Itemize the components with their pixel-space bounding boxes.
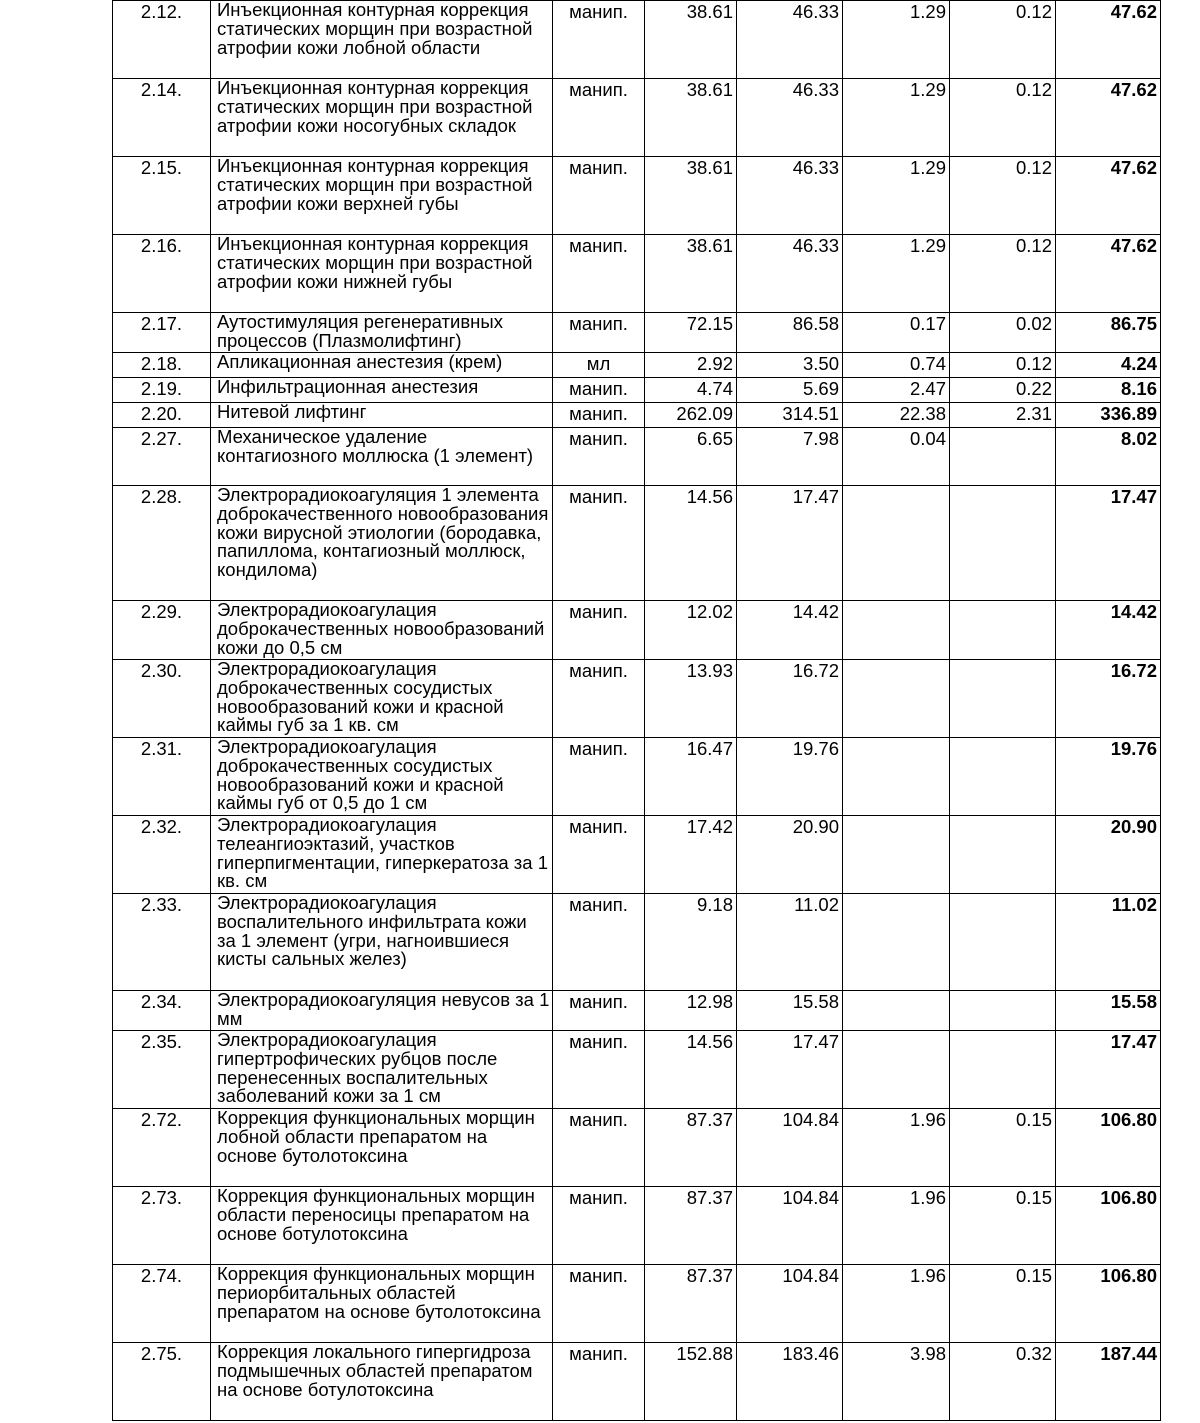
- unit-cell: манип.: [553, 816, 645, 894]
- unit-cell: манип.: [553, 660, 645, 738]
- row-number: 2.31.: [113, 738, 211, 816]
- value-3-cell: 22.38: [843, 403, 950, 428]
- value-2-cell: 17.47: [737, 486, 843, 601]
- unit-cell: манип.: [553, 1343, 645, 1421]
- value-2-cell: 183.46: [737, 1343, 843, 1421]
- service-name: Электрорадиокоагуляция 1 элемента доброкачественного новообразования кожи вирусной этиологии (бородавка, папиллома, контагиозный моллюск, кондилома): [211, 486, 553, 601]
- value-1-cell: 9.18: [645, 894, 737, 991]
- value-1-cell: 2.92: [645, 353, 737, 378]
- service-name: Инъекционная контурная коррекция статических морщин при возрастной атрофии кожи верхней губы: [211, 157, 553, 235]
- value-4-cell: [950, 660, 1056, 738]
- service-name: Электрорадиокоагулация доброкачественных сосудистых новообразований кожи и красной каймы губ за 1 кв. см: [211, 660, 553, 738]
- total-cell: 86.75: [1056, 313, 1161, 353]
- value-1-cell: 38.61: [645, 1, 737, 79]
- unit-cell: манип.: [553, 79, 645, 157]
- value-2-cell: 104.84: [737, 1265, 843, 1343]
- service-name: Инъекционная контурная коррекция статических морщин при возрастной атрофии кожи лобной области: [211, 1, 553, 79]
- total-cell: 8.16: [1056, 378, 1161, 403]
- total-cell: 15.58: [1056, 991, 1161, 1031]
- value-1-cell: 4.74: [645, 378, 737, 403]
- value-4-cell: [950, 991, 1056, 1031]
- value-3-cell: 1.29: [843, 79, 950, 157]
- table-row: [113, 1109, 1161, 1187]
- table-row: [113, 738, 1161, 816]
- value-3-cell: 0.17: [843, 313, 950, 353]
- table-row: [113, 313, 1161, 353]
- table-row: [113, 601, 1161, 660]
- row-number: 2.20.: [113, 403, 211, 428]
- service-name: Механическое удаление контагиозного моллюска (1 элемент): [211, 428, 553, 486]
- value-4-cell: 2.31: [950, 403, 1056, 428]
- value-3-cell: 1.29: [843, 157, 950, 235]
- value-4-cell: 0.12: [950, 353, 1056, 378]
- total-cell: 47.62: [1056, 79, 1161, 157]
- value-3-cell: 1.29: [843, 235, 950, 313]
- row-number: 2.16.: [113, 235, 211, 313]
- service-name: Нитевой лифтинг: [211, 403, 553, 428]
- total-cell: 336.89: [1056, 403, 1161, 428]
- unit-cell: манип.: [553, 403, 645, 428]
- row-number: 2.35.: [113, 1031, 211, 1109]
- value-3-cell: 1.96: [843, 1187, 950, 1265]
- service-name: Электрорадиокоагулация телеангиоэктазий, участков гиперпигментации, гиперкератоза за 1 кв. см: [211, 816, 553, 894]
- value-1-cell: 87.37: [645, 1109, 737, 1187]
- service-name: Инфильтрационная анестезия: [211, 378, 553, 403]
- value-3-cell: 0.74: [843, 353, 950, 378]
- value-2-cell: 14.42: [737, 601, 843, 660]
- value-1-cell: 6.65: [645, 428, 737, 486]
- value-2-cell: 3.50: [737, 353, 843, 378]
- row-number: 2.30.: [113, 660, 211, 738]
- unit-cell: манип.: [553, 235, 645, 313]
- service-name: Электрорадиокоагулация доброкачественных новообразований кожи до 0,5 см: [211, 601, 553, 660]
- value-2-cell: 46.33: [737, 157, 843, 235]
- value-3-cell: 1.29: [843, 1, 950, 79]
- value-3-cell: [843, 660, 950, 738]
- value-4-cell: [950, 601, 1056, 660]
- value-4-cell: 0.02: [950, 313, 1056, 353]
- service-name: Апликационная анестезия (крем): [211, 353, 553, 378]
- total-cell: 187.44: [1056, 1343, 1161, 1421]
- value-1-cell: 87.37: [645, 1187, 737, 1265]
- table-row: [113, 1, 1161, 79]
- row-number: 2.29.: [113, 601, 211, 660]
- table-row: [113, 1187, 1161, 1265]
- unit-cell: манип.: [553, 1187, 645, 1265]
- row-number: 2.72.: [113, 1109, 211, 1187]
- value-3-cell: 3.98: [843, 1343, 950, 1421]
- table-row: [113, 1265, 1161, 1343]
- unit-cell: манип.: [553, 738, 645, 816]
- row-number: 2.28.: [113, 486, 211, 601]
- total-cell: 106.80: [1056, 1187, 1161, 1265]
- value-2-cell: 20.90: [737, 816, 843, 894]
- value-4-cell: 0.15: [950, 1109, 1056, 1187]
- row-number: 2.73.: [113, 1187, 211, 1265]
- value-3-cell: [843, 601, 950, 660]
- total-cell: 19.76: [1056, 738, 1161, 816]
- row-number: 2.74.: [113, 1265, 211, 1343]
- value-2-cell: 7.98: [737, 428, 843, 486]
- value-4-cell: 0.15: [950, 1265, 1056, 1343]
- row-number: 2.15.: [113, 157, 211, 235]
- value-2-cell: 314.51: [737, 403, 843, 428]
- table-row: [113, 235, 1161, 313]
- value-3-cell: [843, 991, 950, 1031]
- row-number: 2.32.: [113, 816, 211, 894]
- value-1-cell: 38.61: [645, 235, 737, 313]
- unit-cell: манип.: [553, 313, 645, 353]
- row-number: 2.19.: [113, 378, 211, 403]
- service-name: Коррекция функциональных морщин области переносицы препаратом на основе ботулотоксина: [211, 1187, 553, 1265]
- service-name: Электрорадиокоагулация доброкачественных сосудистых новообразований кожи и красной каймы губ от 0,5 до 1 см: [211, 738, 553, 816]
- row-number: 2.27.: [113, 428, 211, 486]
- total-cell: 8.02: [1056, 428, 1161, 486]
- value-2-cell: 46.33: [737, 79, 843, 157]
- service-name: Инъекционная контурная коррекция статических морщин при возрастной атрофии кожи нижней губы: [211, 235, 553, 313]
- table-row: [113, 403, 1161, 428]
- value-1-cell: 72.15: [645, 313, 737, 353]
- value-3-cell: 0.04: [843, 428, 950, 486]
- table-row: [113, 378, 1161, 403]
- value-1-cell: 38.61: [645, 79, 737, 157]
- total-cell: 47.62: [1056, 157, 1161, 235]
- value-2-cell: 16.72: [737, 660, 843, 738]
- unit-cell: манип.: [553, 428, 645, 486]
- value-3-cell: 2.47: [843, 378, 950, 403]
- value-1-cell: 16.47: [645, 738, 737, 816]
- row-number: 2.17.: [113, 313, 211, 353]
- service-name: Коррекция функциональных морщин лобной области препаратом на основе бутолотоксина: [211, 1109, 553, 1187]
- row-number: 2.34.: [113, 991, 211, 1031]
- value-3-cell: [843, 1031, 950, 1109]
- unit-cell: манип.: [553, 157, 645, 235]
- total-cell: 47.62: [1056, 1, 1161, 79]
- value-2-cell: 104.84: [737, 1187, 843, 1265]
- unit-cell: манип.: [553, 1, 645, 79]
- table-row: [113, 428, 1161, 486]
- value-3-cell: [843, 894, 950, 991]
- value-4-cell: 0.32: [950, 1343, 1056, 1421]
- table-row: [113, 157, 1161, 235]
- total-cell: 16.72: [1056, 660, 1161, 738]
- value-1-cell: 12.02: [645, 601, 737, 660]
- row-number: 2.14.: [113, 79, 211, 157]
- value-2-cell: 19.76: [737, 738, 843, 816]
- value-2-cell: 46.33: [737, 1, 843, 79]
- total-cell: 17.47: [1056, 1031, 1161, 1109]
- value-4-cell: [950, 738, 1056, 816]
- total-cell: 4.24: [1056, 353, 1161, 378]
- value-1-cell: 262.09: [645, 403, 737, 428]
- table-row: [113, 1031, 1161, 1109]
- value-4-cell: [950, 894, 1056, 991]
- unit-cell: манип.: [553, 1265, 645, 1343]
- total-cell: 106.80: [1056, 1109, 1161, 1187]
- value-3-cell: [843, 738, 950, 816]
- value-4-cell: 0.12: [950, 157, 1056, 235]
- value-2-cell: 86.58: [737, 313, 843, 353]
- unit-cell: манип.: [553, 1031, 645, 1109]
- value-1-cell: 152.88: [645, 1343, 737, 1421]
- value-4-cell: [950, 486, 1056, 601]
- price-table: [112, 0, 1161, 1421]
- value-2-cell: 15.58: [737, 991, 843, 1031]
- row-number: 2.12.: [113, 1, 211, 79]
- value-1-cell: 14.56: [645, 486, 737, 601]
- unit-cell: манип.: [553, 991, 645, 1031]
- value-4-cell: 0.12: [950, 235, 1056, 313]
- unit-cell: манип.: [553, 486, 645, 601]
- value-1-cell: 38.61: [645, 157, 737, 235]
- value-2-cell: 46.33: [737, 235, 843, 313]
- row-number: 2.75.: [113, 1343, 211, 1421]
- table-row: [113, 353, 1161, 378]
- service-name: Электрорадиокоагулация воспалительного инфильтрата кожи за 1 элемент (угри, нагноившиеся кисты сальных желез): [211, 894, 553, 991]
- table-row: [113, 1343, 1161, 1421]
- unit-cell: мл: [553, 353, 645, 378]
- value-1-cell: 87.37: [645, 1265, 737, 1343]
- service-name: Электрорадиокоагуляция невусов за 1 мм: [211, 991, 553, 1031]
- table-row: [113, 486, 1161, 601]
- value-3-cell: 1.96: [843, 1265, 950, 1343]
- value-1-cell: 17.42: [645, 816, 737, 894]
- value-4-cell: [950, 816, 1056, 894]
- row-number: 2.33.: [113, 894, 211, 991]
- row-number: 2.18.: [113, 353, 211, 378]
- service-name: Коррекция функциональных морщин периорбитальных областей препаратом на основе бутолотоксина: [211, 1265, 553, 1343]
- unit-cell: манип.: [553, 1109, 645, 1187]
- value-2-cell: 104.84: [737, 1109, 843, 1187]
- table-row: [113, 894, 1161, 991]
- total-cell: 14.42: [1056, 601, 1161, 660]
- table-row: [113, 991, 1161, 1031]
- value-4-cell: [950, 428, 1056, 486]
- value-3-cell: [843, 486, 950, 601]
- value-2-cell: 11.02: [737, 894, 843, 991]
- table-row: [113, 816, 1161, 894]
- total-cell: 17.47: [1056, 486, 1161, 601]
- table-row: [113, 660, 1161, 738]
- table-row: [113, 79, 1161, 157]
- value-1-cell: 14.56: [645, 1031, 737, 1109]
- value-4-cell: 0.22: [950, 378, 1056, 403]
- service-name: Электрорадиокоагулация гипертрофических рубцов после перенесенных воспалительных заболеваний кожи за 1 см: [211, 1031, 553, 1109]
- value-1-cell: 13.93: [645, 660, 737, 738]
- unit-cell: манип.: [553, 378, 645, 403]
- service-name: Инъекционная контурная коррекция статических морщин при возрастной атрофии кожи носогубных складок: [211, 79, 553, 157]
- value-4-cell: 0.12: [950, 1, 1056, 79]
- service-name: Аутостимуляция регенеративных процессов (Плазмолифтинг): [211, 313, 553, 353]
- table-body: [113, 1, 1161, 1421]
- value-4-cell: 0.15: [950, 1187, 1056, 1265]
- value-1-cell: 12.98: [645, 991, 737, 1031]
- unit-cell: манип.: [553, 894, 645, 991]
- value-2-cell: 5.69: [737, 378, 843, 403]
- total-cell: 20.90: [1056, 816, 1161, 894]
- value-2-cell: 17.47: [737, 1031, 843, 1109]
- total-cell: 11.02: [1056, 894, 1161, 991]
- total-cell: 47.62: [1056, 235, 1161, 313]
- unit-cell: манип.: [553, 601, 645, 660]
- total-cell: 106.80: [1056, 1265, 1161, 1343]
- value-4-cell: [950, 1031, 1056, 1109]
- value-3-cell: [843, 816, 950, 894]
- value-4-cell: 0.12: [950, 79, 1056, 157]
- value-3-cell: 1.96: [843, 1109, 950, 1187]
- service-name: Коррекция локального гипергидроза подмышечных областей препаратом на основе ботулотоксина: [211, 1343, 553, 1421]
